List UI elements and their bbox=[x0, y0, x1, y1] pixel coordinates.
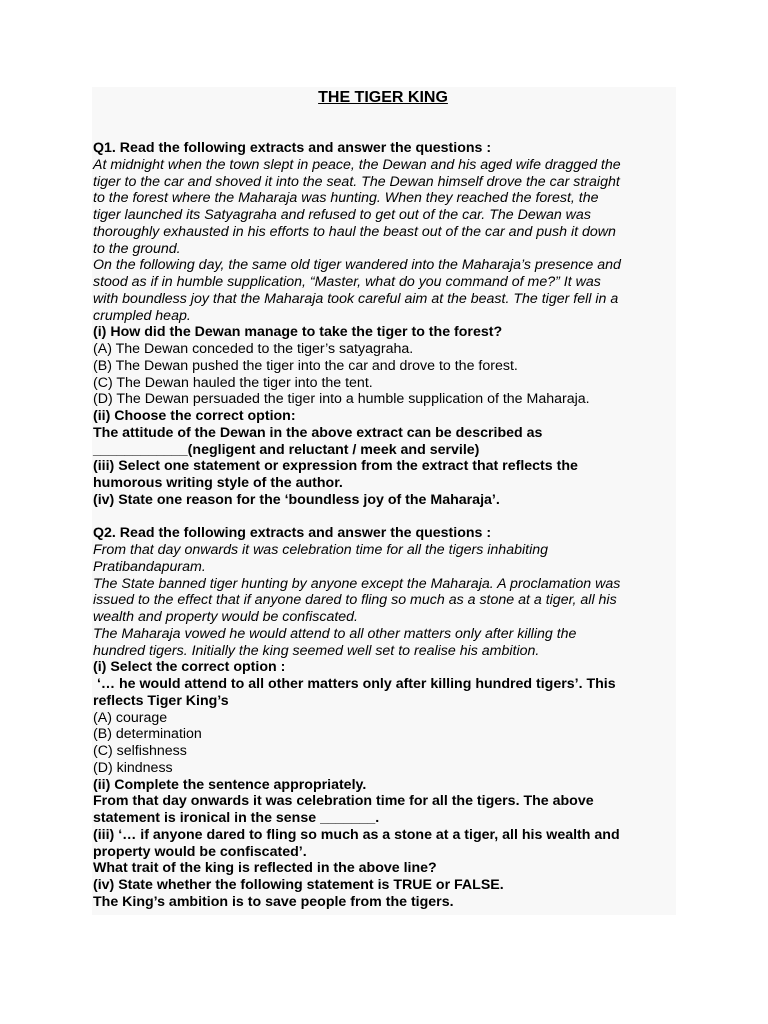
q2-question-iii: (iii) ‘… if anyone dared to fling so much as a stone at a tiger, all his wealth and bbox=[93, 826, 620, 843]
q2-heading: Q2. Read the following extracts and answer the questions : bbox=[93, 525, 492, 542]
q1-extract-line: At midnight when the town slept in peace, the Dewan and his aged wife dragged the bbox=[93, 156, 621, 173]
q1-extract-line: crumpled heap. bbox=[93, 307, 191, 324]
q2-question-iv: (iv) State whether the following statement is TRUE or FALSE. bbox=[93, 877, 504, 893]
q2-extract-line: wealth and property would be confiscated. bbox=[93, 609, 358, 625]
q2-extract-line: Pratibandapuram. bbox=[93, 558, 206, 575]
q2-question-ii: (ii) Complete the sentence appropriately. bbox=[93, 776, 367, 793]
q1-question-ii-blank: ____________(negligent and reluctant / meek and servile) bbox=[93, 441, 480, 458]
q1-extract-line: with boundless joy that the Maharaja took careful aim at the beast. The tiger fell in a bbox=[93, 290, 619, 307]
q2-question-iii-ask: What trait of the king is reflected in the above line? bbox=[93, 860, 437, 877]
q2-question-iii-cont: property would be confiscated’. bbox=[93, 843, 307, 860]
q1-extract-line: tiger to the car and shoved it into the seat. The Dewan himself drove the car straight bbox=[93, 173, 620, 190]
q1-question-iii-cont: humorous writing style of the author. bbox=[93, 475, 343, 491]
q1-heading: Q1. Read the following extracts and answer the questions : bbox=[93, 140, 492, 156]
q2-extract-line: The State banned tiger hunting by anyone except the Maharaja. A proclamation was bbox=[93, 575, 621, 592]
section-spacer bbox=[93, 509, 677, 526]
q2-extract-line: The Maharaja vowed he would attend to all other matters only after killing the bbox=[93, 625, 577, 642]
q1-extract-line: thoroughly exhausted in his efforts to haul the beast out of the car and push it down bbox=[93, 223, 616, 240]
q2-option: (A) courage bbox=[93, 709, 168, 726]
q1-extract-line: to the ground. bbox=[93, 240, 181, 257]
q1-question-iii: (iii) Select one statement or expression from the extract that reflects the bbox=[93, 458, 578, 475]
q1-question-ii: (ii) Choose the correct option: bbox=[93, 408, 296, 424]
q2-question-i-cont: reflects Tiger King’s bbox=[93, 692, 229, 709]
q1-extract-line: to the forest where the Maharaja was hunting. When they reached the forest, the bbox=[93, 190, 599, 207]
q2-question-iv-statement: The King’s ambition is to save people from the tigers. bbox=[93, 893, 454, 910]
q1-extract-line: tiger launched its Satyagraha and refused to get out of the car. The Dewan was bbox=[93, 207, 591, 223]
q1-extract-line: On the following day, the same old tiger wandered into the Maharaja’s presence and bbox=[93, 257, 621, 274]
q2-question-ii-blank: statement is ironical in the sense _______. bbox=[93, 810, 380, 826]
q2-question-i-quote: ‘… he would attend to all other matters only after killing hundred tigers’. This bbox=[93, 676, 616, 692]
q1-extract-line: stood as if in humble supplication, “Master, what do you command of me?” It was bbox=[93, 274, 601, 290]
q2-extract-line: issued to the effect that if anyone dared to fling so much as a stone at a tiger, all his bbox=[93, 592, 617, 609]
q1-option: (C) The Dewan hauled the tiger into the tent. bbox=[93, 374, 373, 391]
q1-question-iv: (iv) State one reason for the ‘boundless joy of the Maharaja’. bbox=[93, 491, 500, 508]
q1-option: (B) The Dewan pushed the tiger into the car and drove to the forest. bbox=[93, 357, 518, 374]
q2-option: (C) selfishness bbox=[93, 743, 187, 759]
q2-question-ii-text: From that day onwards it was celebration time for all the tigers. The above bbox=[93, 793, 594, 810]
q2-question-i: (i) Select the correct option : bbox=[93, 659, 286, 676]
document-content bbox=[93, 88, 677, 911]
q1-option: (D) The Dewan persuaded the tiger into a humble supplication of the Maharaja. bbox=[93, 391, 590, 408]
q2-option: (D) kindness bbox=[93, 759, 173, 776]
q1-question-i: (i) How did the Dewan manage to take the tiger to the forest? bbox=[93, 324, 503, 341]
q1-option: (A) The Dewan conceded to the tiger’s satyagraha. bbox=[93, 341, 414, 357]
q2-extract-line: From that day onwards it was celebration time for all the tigers inhabiting bbox=[93, 542, 549, 558]
q2-option: (B) determination bbox=[93, 726, 202, 743]
document-title: THE TIGER KING bbox=[318, 89, 448, 106]
q2-extract-line: hundred tigers. Initially the king seemed well set to realise his ambition. bbox=[93, 642, 540, 659]
q1-question-ii-text: The attitude of the Dewan in the above extract can be described as bbox=[93, 424, 543, 441]
